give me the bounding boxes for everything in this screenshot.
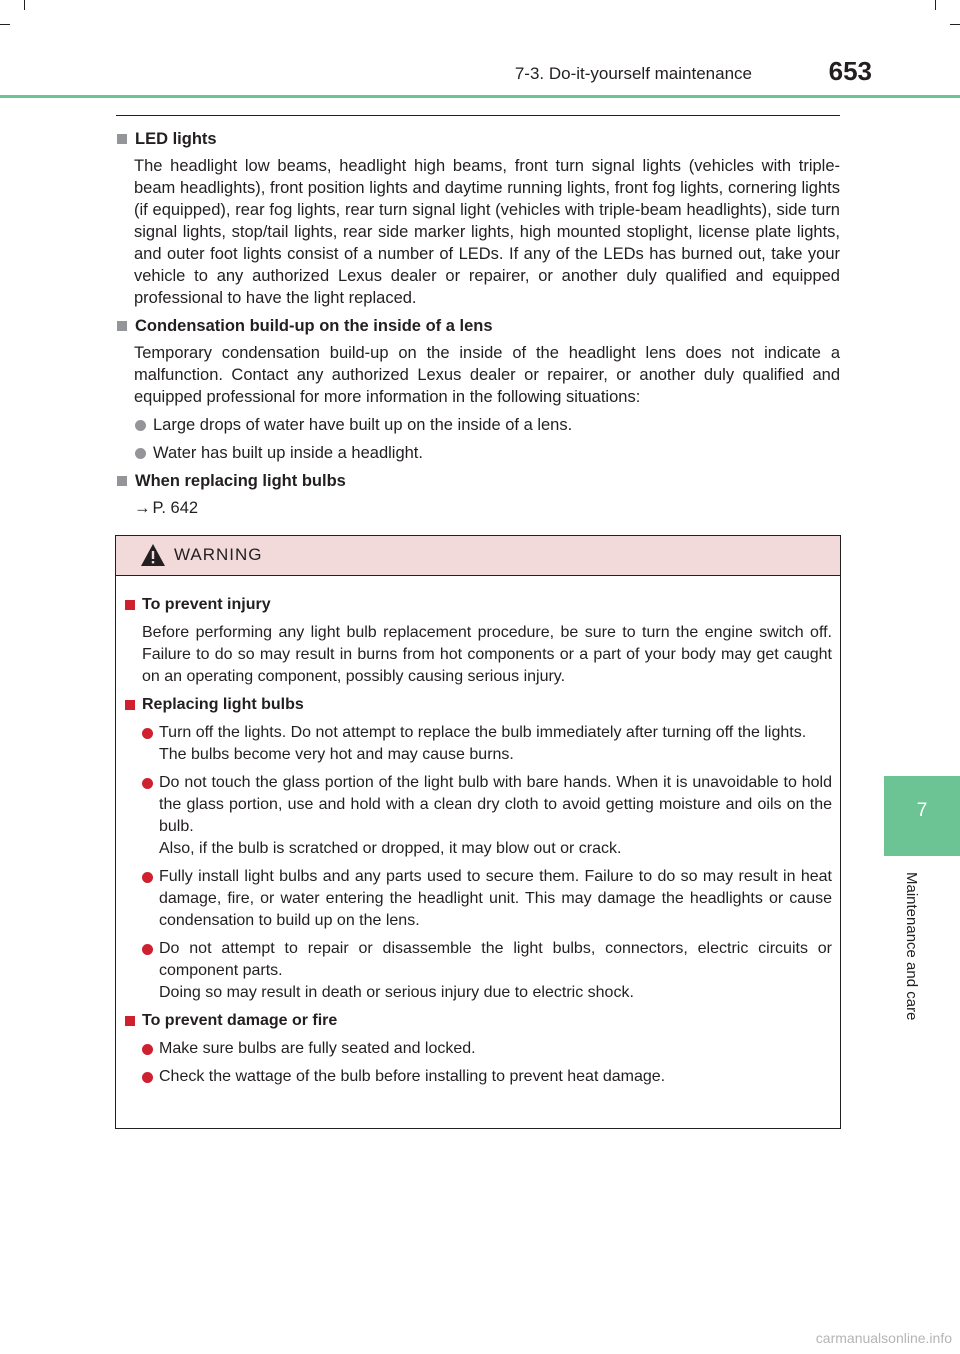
square-bullet-icon [117, 321, 127, 331]
circle-bullet-icon [142, 728, 153, 739]
chapter-label: Maintenance and care [903, 872, 920, 1021]
list-item: Make sure bulbs are fully seated and locked. [124, 1038, 832, 1060]
list-item: Water has built up inside a headlight. [116, 442, 840, 464]
replacing-heading: When replacing light bulbs [116, 470, 840, 492]
crop-mark [935, 0, 936, 10]
list-item: Do not touch the glass portion of the light bulb with bare hands. When it is unavoidable to hold the glass portion, use and hold with a clean dry cloth to avoid getting moisture and oils on the bulb. Also, if the bulb is scratched or dropped, it may blow out or crack. [124, 772, 832, 860]
condensation-paragraph: Temporary condensation build-up on the inside of the headlight lens does not indicate a malfunction. Contact any authorized Lexus dealer or repairer, or another duly qualified and equipped professional for more information in the following situations: [134, 344, 840, 406]
header-divider [0, 95, 960, 98]
circle-bullet-icon [142, 944, 153, 955]
chapter-tab[interactable] [884, 776, 960, 856]
warning-body [116, 576, 840, 1088]
square-bullet-icon [125, 1016, 135, 1026]
page-reference[interactable] [116, 497, 840, 519]
fire-heading: To prevent damage or fire [124, 1010, 832, 1032]
injury-heading: To prevent injury [124, 594, 832, 616]
circle-bullet-icon [142, 1044, 153, 1055]
square-bullet-icon [117, 134, 127, 144]
watermark: carmanualsonline.info [815, 1330, 952, 1346]
main-content [116, 128, 840, 519]
circle-bullet-icon [142, 872, 153, 883]
replacing-bulbs-heading: Replacing light bulbs [124, 694, 832, 716]
warning-title: WARNING [174, 545, 263, 564]
warning-header [116, 536, 840, 576]
crop-mark [0, 24, 10, 25]
content-divider [116, 115, 840, 116]
arrow-right-icon: → [134, 499, 151, 517]
condensation-heading: Condensation build-up on the inside of a lens [116, 315, 840, 337]
warning-triangle-icon [140, 543, 166, 567]
list-item: Fully install light bulbs and any parts used to secure them. Failure to do so may result in heat damage, fire, or water entering the headlight unit. This may damage the headlights or cause condensation to build up on the lens. [124, 866, 832, 932]
list-item: Check the wattage of the bulb before installing to prevent heat damage. [124, 1066, 832, 1088]
list-item: Turn off the lights. Do not attempt to replace the bulb immediately after turning off the lights. The bulbs become very hot and may cause burns. [124, 722, 832, 766]
circle-bullet-icon [135, 448, 146, 459]
crop-mark [950, 24, 960, 25]
square-bullet-icon [117, 476, 127, 486]
circle-bullet-icon [135, 420, 146, 431]
square-bullet-icon [125, 600, 135, 610]
page-reference-link[interactable]: P. 642 [152, 499, 199, 517]
chapter-number: 7 [916, 800, 928, 821]
crop-mark [24, 0, 25, 10]
led-paragraph: The headlight low beams, headlight high beams, front turn signal lights (vehicles with triple-beam headlights), front position lights and daytime running lights, front fog lights, cornering lights (if equipped), rear fog lights, rear turn signal light (vehicles with triple-beam headlights), side turn signal lights, stop/tail lights, rear side marker lights, high mounted stoplight, license plate lights, and outer foot lights consist of a number of LEDs. If any of the LEDs has burned out, take your vehicle to any authorized Lexus dealer or repairer, or another duly qualified and equipped professional to have the light replaced. [134, 157, 840, 307]
warning-box [115, 535, 841, 1129]
injury-paragraph: Before performing any light bulb replacement procedure, be sure to turn the engine switch off. Failure to do so may result in burns from hot components or a part of your body may get caught on an operating component, possibly causing serious injury. [142, 624, 832, 685]
circle-bullet-icon [142, 1072, 153, 1083]
led-heading: LED lights [116, 128, 840, 150]
section-title: 7-3. Do-it-yourself maintenance [514, 64, 752, 83]
page-number: 653 [828, 56, 872, 86]
square-bullet-icon [125, 700, 135, 710]
list-item: Large drops of water have built up on the inside of a lens. [116, 414, 840, 436]
list-item: Do not attempt to repair or disassemble the light bulbs, connectors, electric circuits or component parts. Doing so may result in death or serious injury due to electric shock. [124, 938, 832, 1004]
circle-bullet-icon [142, 778, 153, 789]
